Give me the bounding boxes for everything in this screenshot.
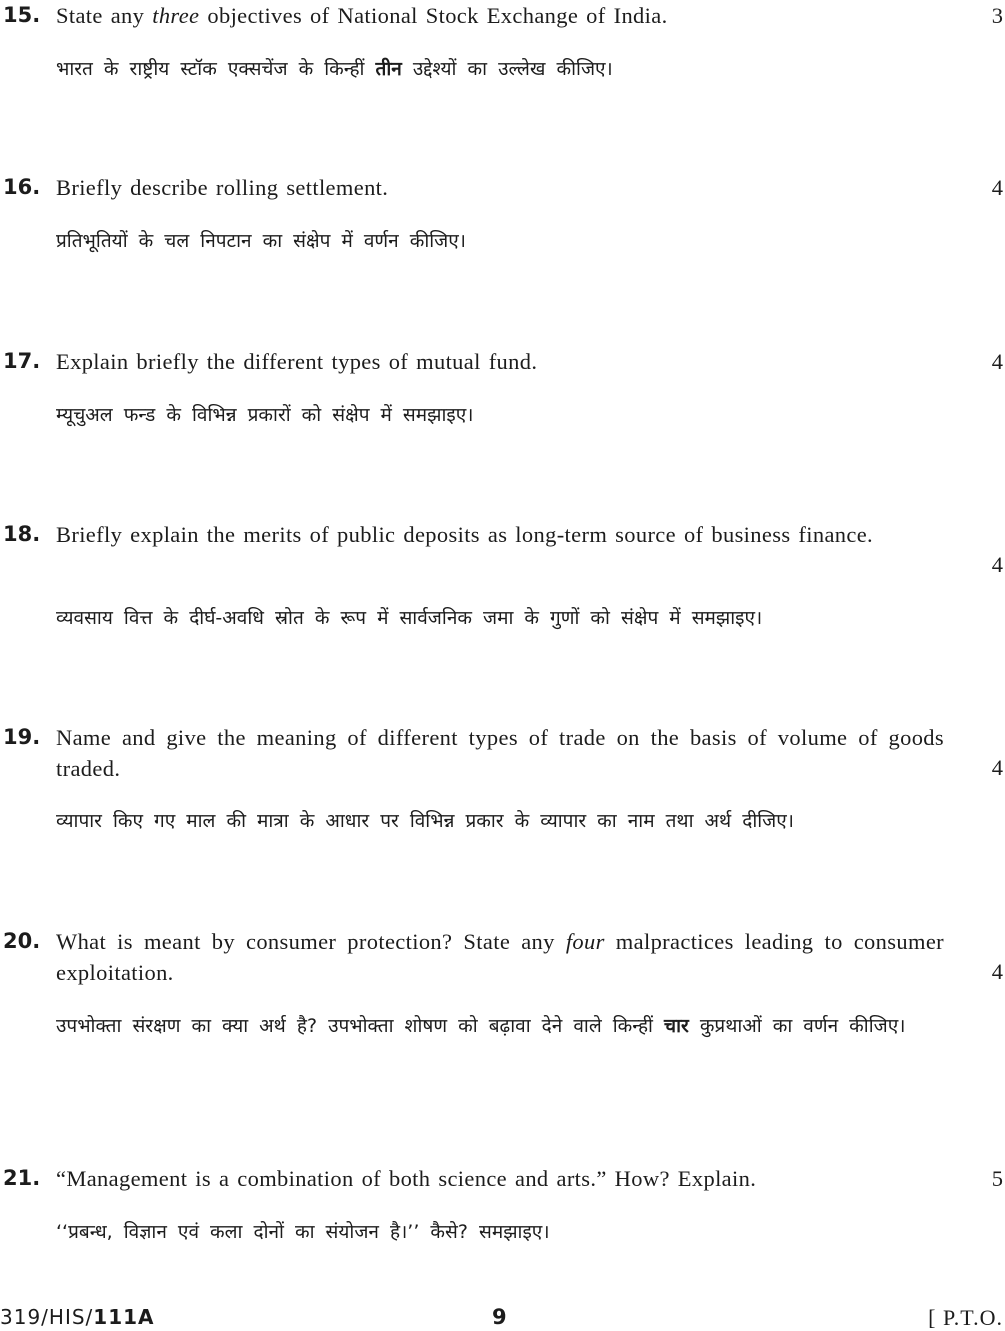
page-number: 9 — [492, 1305, 507, 1329]
question-number: 20. — [3, 929, 41, 953]
question-number: 17. — [3, 349, 41, 373]
please-turn-over: [ P.T.O. — [928, 1305, 1003, 1330]
question-number: 18. — [3, 522, 41, 546]
marks: 3 — [991, 3, 1003, 28]
paper-code: 319/HIS/111A — [0, 1305, 155, 1329]
question-text-hindi: प्रतिभूतियों के चल निपटान का संक्षेप में वर्णन कीजिए। — [56, 230, 466, 252]
question-text-hindi: ‘‘प्रबन्ध, विज्ञान एवं कला दोनों का संयोजन है।’’ कैसे? समझाइए। — [56, 1221, 550, 1243]
marks: 4 — [991, 552, 1003, 577]
question-text-english: Briefly describe rolling settlement. — [56, 175, 389, 200]
question-text-hindi: व्यापार किए गए माल की मात्रा के आधार पर विभिन्न प्रकार के व्यापार का नाम तथा अर्थ दीजिए। — [56, 810, 794, 832]
question-text-english: Name and give the meaning of different types of trade on the basis of volume of goods traded. — [56, 725, 944, 781]
question-text-hindi: म्यूचुअल फन्ड के विभिन्न प्रकारों को संक्षेप में समझाइए। — [56, 404, 474, 426]
marks: 4 — [991, 349, 1003, 374]
emphasis-word: four — [565, 929, 605, 954]
marks: 4 — [991, 755, 1003, 780]
question-text-english: State any three objectives of National Stock Exchange of India. — [56, 3, 668, 28]
question-text-english: Briefly explain the merits of public deposits as long-term source of business finance. — [56, 522, 874, 547]
marks: 4 — [991, 175, 1003, 200]
page-footer — [0, 1305, 1005, 1331]
question-text-hindi: भारत के राष्ट्रीय स्टॉक एक्सचेंज के किन्हीं तीन उद्देश्यों का उल्लेख कीजिए। — [56, 58, 613, 80]
emphasis-word: तीन — [375, 58, 402, 80]
question-text-hindi: व्यवसाय वित्त के दीर्घ-अवधि स्रोत के रूप में सार्वजनिक जमा के गुणों को संक्षेप में समझाइए। — [56, 607, 763, 629]
question-text-hindi: उपभोक्ता संरक्षण का क्या अर्थ है? उपभोक्ता शोषण को बढ़ावा देने वाले किन्हीं चार कुप्रथाओं का वर्णन कीजिए। — [56, 1015, 906, 1037]
question-number: 21. — [3, 1166, 41, 1190]
question-text-english: What is meant by consumer protection? State any four malpractices leading to consumer exploitation. — [56, 929, 944, 985]
question-text-english: “Management is a combination of both science and arts.” How? Explain. — [56, 1166, 757, 1191]
question-number: 19. — [3, 725, 41, 749]
marks: 4 — [991, 959, 1003, 984]
emphasis-word: चार — [664, 1015, 689, 1037]
question-number: 16. — [3, 175, 41, 199]
marks: 5 — [991, 1166, 1003, 1191]
emphasis-word: three — [152, 3, 200, 28]
question-text-english: Explain briefly the different types of mutual fund. — [56, 349, 538, 374]
question-number: 15. — [3, 3, 41, 27]
